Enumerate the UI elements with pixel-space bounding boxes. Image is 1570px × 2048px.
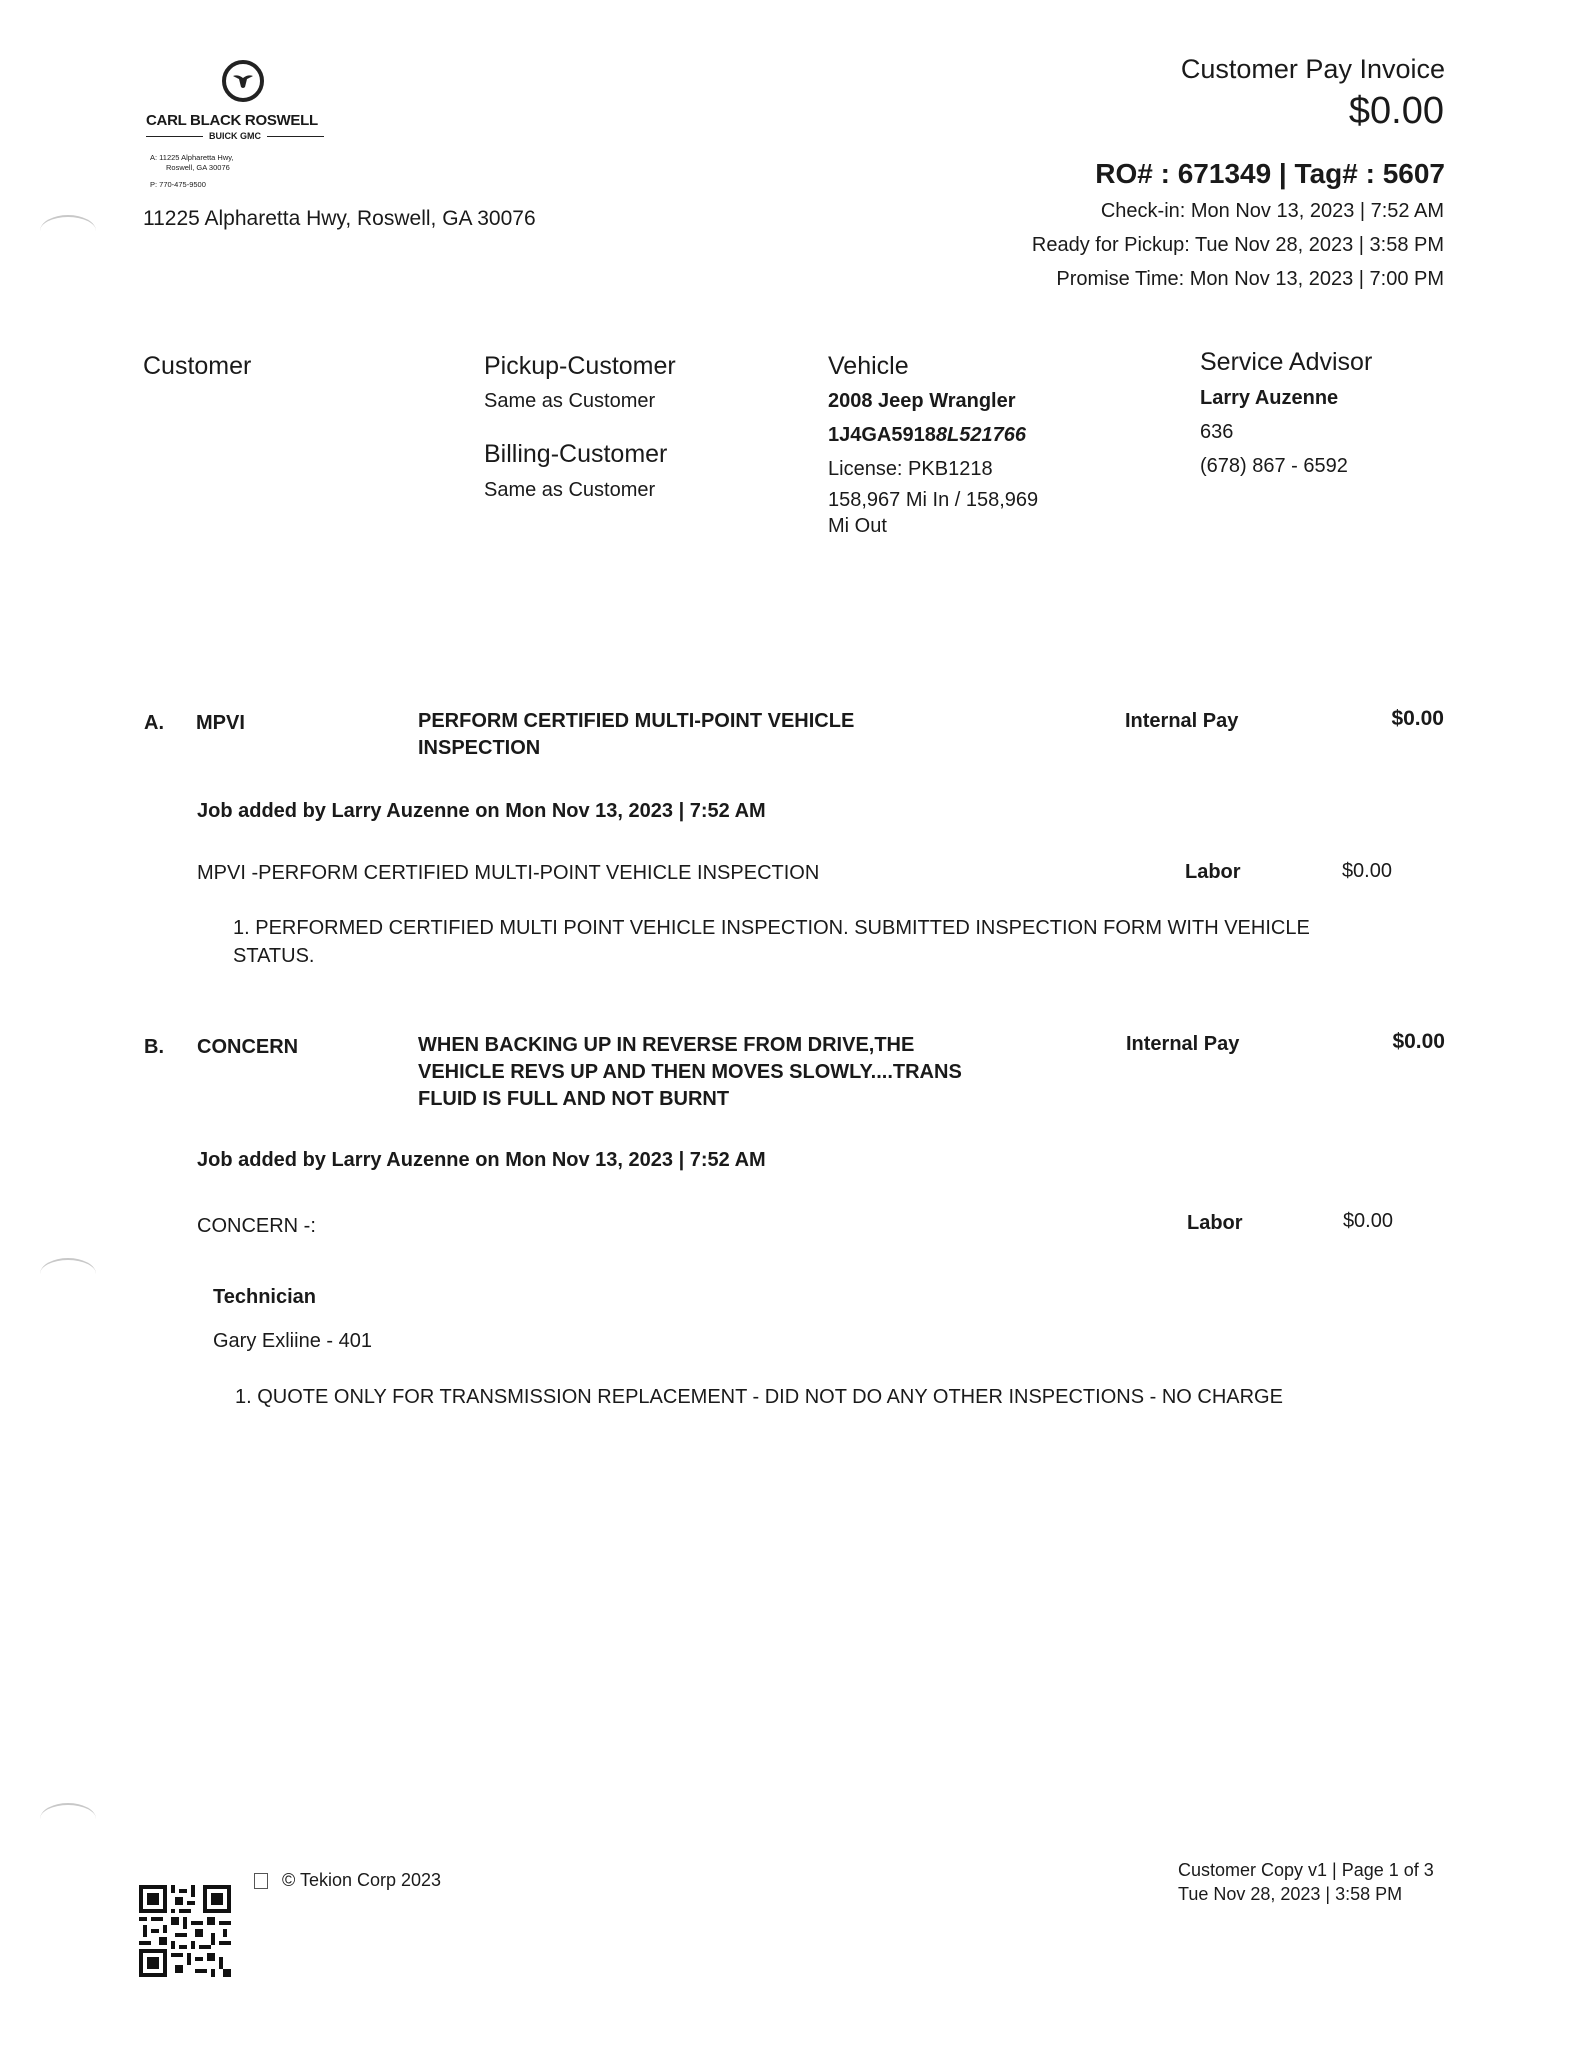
ro-tag-number: RO# : 671349 | Tag# : 5607 <box>1095 158 1445 189</box>
footer-copy-page: Customer Copy v1 | Page 1 of 3 <box>1178 1860 1434 1880</box>
dealer-small-address-1: A: 11225 Alpharetta Hwy, <box>150 153 234 162</box>
job-a-labor-label: Labor <box>1185 861 1241 883</box>
dealer-brands-text: BUICK GMC <box>209 131 261 141</box>
job-a-labor-amount: $0.00 <box>1341 860 1392 882</box>
job-b-labor-label: Labor <box>1187 1212 1243 1234</box>
job-a-description-line: PERFORM CERTIFIED MULTI-POINT VEHICLE <box>418 710 855 732</box>
pickup-value: Same as Customer <box>484 390 656 412</box>
vehicle-miles-out-label: Mi Out <box>828 515 887 537</box>
job-a-line-text: 1. PERFORMED CERTIFIED MULTI POINT VEHICLE INSPECTION. SUBMITTED INSPECTION FORM WITH VEHICLE <box>233 917 1310 939</box>
technician-name: Gary Exliine - 401 <box>213 1330 372 1352</box>
dealer-logo-name: CARL BLACK ROSWELL <box>146 112 318 129</box>
checkin-time: Check-in: Mon Nov 13, 2023 | 7:52 AM <box>1100 200 1444 222</box>
job-a-description-line: INSPECTION <box>418 737 541 759</box>
job-b-labor-description: CONCERN -: <box>197 1215 316 1237</box>
invoice-total: $0.00 <box>1348 90 1444 132</box>
advisor-name: Larry Auzenne <box>1200 387 1339 409</box>
punch-hole-mark <box>40 1258 96 1290</box>
vin-suffix: 8L521766 <box>935 424 1026 446</box>
invoice-title: Customer Pay Invoice <box>1180 54 1445 84</box>
job-a-description <box>418 708 1018 762</box>
dealer-small-address-2: Roswell, GA 30076 <box>166 163 230 172</box>
footer-copyright: © Tekion Corp 2023 <box>282 1870 442 1890</box>
tekion-logo-icon <box>254 1873 268 1889</box>
job-b-code: CONCERN <box>197 1036 299 1058</box>
job-b-description-line: FLUID IS FULL AND NOT BURNT <box>418 1088 730 1110</box>
vehicle-license: License: PKB1218 <box>828 458 993 480</box>
billing-heading: Billing-Customer <box>484 440 668 468</box>
customer-heading: Customer <box>143 352 252 380</box>
vehicle-heading: Vehicle <box>828 352 909 380</box>
billing-value: Same as Customer <box>484 479 656 501</box>
job-a-code: MPVI <box>196 712 245 734</box>
job-b-pay-type: Internal Pay <box>1126 1033 1240 1055</box>
punch-hole-mark <box>40 215 96 247</box>
job-a-line-text: STATUS. <box>233 945 315 967</box>
job-b-labor-amount: $0.00 <box>1342 1210 1393 1232</box>
punch-hole-mark <box>40 1803 96 1835</box>
job-b-description-line: WHEN BACKING UP IN REVERSE FROM DRIVE,THE <box>418 1034 915 1056</box>
advisor-phone: (678) 867 - 6592 <box>1200 455 1348 477</box>
qr-code-icon <box>139 1885 231 1977</box>
vehicle-vin <box>828 418 1026 452</box>
job-b-amount: $0.00 <box>1392 1030 1445 1053</box>
vehicle-name: 2008 Jeep Wrangler <box>828 390 1016 412</box>
ready-for-pickup-time: Ready for Pickup: Tue Nov 28, 2023 | 3:58 PM <box>1031 234 1444 256</box>
job-b-line-text: 1. QUOTE ONLY FOR TRANSMISSION REPLACEMENT - DID NOT DO ANY OTHER INSPECTIONS - NO CHARGE <box>235 1386 1283 1408</box>
dealer-address: 11225 Alpharetta Hwy, Roswell, GA 30076 <box>143 207 536 230</box>
vin-prefix: 1J4GA5918 <box>828 424 936 446</box>
vehicle-miles-in-out: 158,967 Mi In / 158,969 <box>828 489 1039 511</box>
promise-time: Promise Time: Mon Nov 13, 2023 | 7:00 PM <box>1056 268 1444 290</box>
advisor-number: 636 <box>1200 421 1234 443</box>
job-b-description-line: VEHICLE REVS UP AND THEN MOVES SLOWLY....TRANS <box>418 1061 962 1083</box>
technician-label: Technician <box>213 1286 316 1308</box>
job-b-letter: B. <box>144 1036 164 1058</box>
job-a-labor-description: MPVI -PERFORM CERTIFIED MULTI-POINT VEHICLE INSPECTION <box>197 862 820 884</box>
footer-printed-date: Tue Nov 28, 2023 | 3:58 PM <box>1178 1884 1403 1904</box>
job-a-added-by: Job added by Larry Auzenne on Mon Nov 13, 2023 | 7:52 AM <box>197 800 766 822</box>
job-a-line-item <box>233 914 1310 970</box>
job-b-added-by: Job added by Larry Auzenne on Mon Nov 13, 2023 | 7:52 AM <box>197 1149 766 1171</box>
job-a-pay-type: Internal Pay <box>1125 710 1239 732</box>
advisor-heading: Service Advisor <box>1200 348 1373 376</box>
pickup-heading: Pickup-Customer <box>484 352 676 380</box>
job-b-description <box>418 1032 1018 1113</box>
job-a-letter: A. <box>144 712 164 734</box>
dealer-small-phone: P: 770-475-9500 <box>150 180 206 189</box>
job-a-amount: $0.00 <box>1391 707 1444 730</box>
dealer-logo-brands <box>146 131 324 141</box>
steering-wheel-logo-icon <box>222 60 264 102</box>
